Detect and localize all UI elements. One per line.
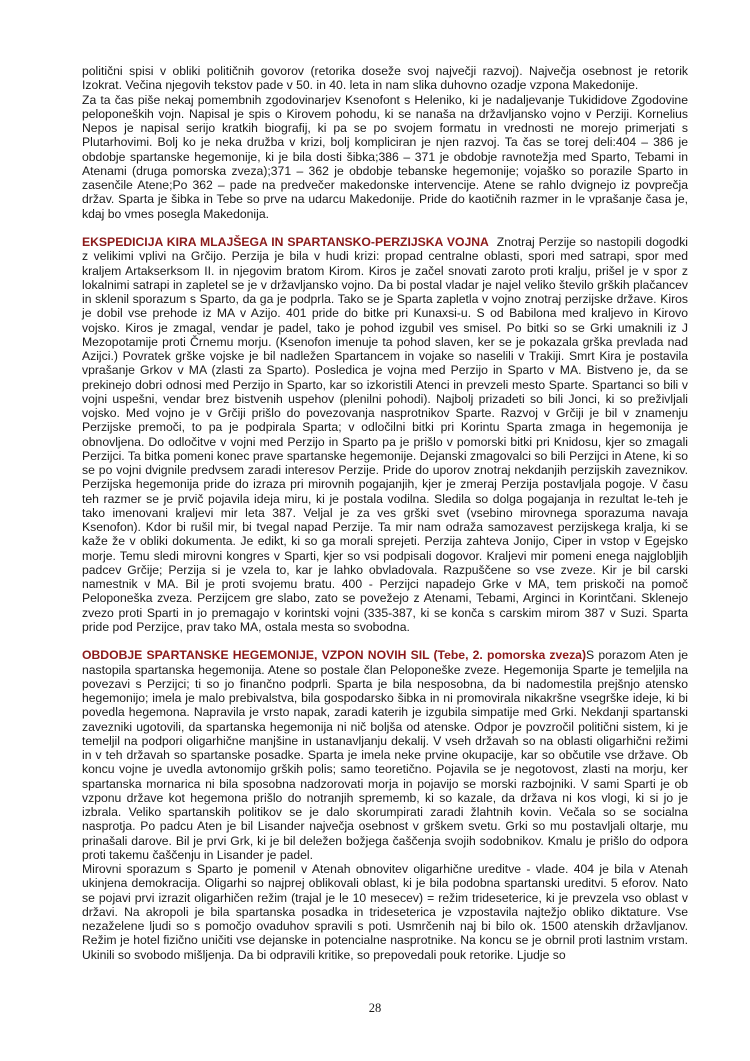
section-heading-hegemony: OBDOBJE SPARTANSKE HEGEMONIJE, VZPON NOVIH SIL (Tebe, 2. pomorska zveza) xyxy=(82,648,587,663)
page-number: 28 xyxy=(368,1001,382,1015)
section-expedition xyxy=(82,235,692,634)
spacer xyxy=(82,221,688,235)
section-body-hegemony: S porazom Aten je nastopila spartanska hegemonija. Atene so postale član Peloponeške zveze. Hegemonija Sparte je temeljila na povezavi s Perzijci; ti so jo finančno podprli. Sparta je bila nesposobna, da bi nadomestila prejšnjo atensko hegemonijo; imela je malo prebivalstva, bila gospodarsko šibka in ni promovirala nikakršne vsegrške ideje, ki bi povedla hegemona. Napravila je vrsto napak, zaradi katerih je izgubila simpatije med Grki. Nekdanji spartanski zavezniki ugotovili, da spartanska hegemonija ni nič boljša od atenske. Odpor je povzročil politični sistem, ki je temeljil na podpori oligarhične manjšine in ustanavljanju dekalij. V vseh državah so na oblasti oligarhični režimi in v teh državah so spartanske posadke. Sparta je imela neke prvine okupacije, kar so občutile vse države. Ob koncu vojne je uvedla avtonomijo grških polis; samo teoretično. Pojavila se je negotovost, zlasti na morju, ker spartanska mornarica ni bila sposobna nadzorovati morja in pojavijo se morski razbojniki. V sami Sparti je ob vzponu države kot hegemona prišlo do notranjih sprememb, ki so kazale, da država ni kos vlogi, ki si jo je izbrala. Veliko spartanskih politikov se je dalo skorumpirati zaradi žlahtnih kovin. Večala so se socialna nasprotja. Po padcu Aten je bil Lisander največja osebnost v grškem svetu. Grki so mu postavljali oltarje, mu prinašali darove. Bil je prvi Grk, ki je bil deležen božjega čaščenja svojih sodobnikov. Kmalu je prišlo do odpora proti takemu čaščenju in Lisander je padel. xyxy=(82,648,688,862)
intro-paragraph-2: Za ta čas piše nekaj pomembnih zgodovinarjev Ksenofont s Heleniko, ki je nadaljevanje Tukididove Zgodovine peloponeških vojn. Napisal je spis o Kirovem pohodu, ki se nanaša na državljansko vojno v Perziji. Kornelius Nepos je napisal serijo kratkih biografij, ki pa se po svojem formatu in vrednosti ne morejo primerjati s Plutarhovimi. Bolj ko je neka družba v krizi, bolj kompliciran je njen razvoj. Ta čas se torej deli:404 – 386 je obdobje spartanske hegemonije, ki je bila dosti šibka;386 – 371 je obdobje ravnotežja med Sparto, Tebami in Atenami (druga pomorska zveza);371 – 362 je obdobje tebanske hegemonije; vojaško so porazile Sparto in zasenčile Atene;Po 362 – pade na predvečer makedonske intervencije. Atene se rahlo dvignejo iz povprečja držav. Sparta je šibka in Tebe so prve na udarcu Makedonije. Pride do kaotičnih razmer in le vprašanje časa je, kdaj bo vmes posegla Makedonija. xyxy=(82,92,688,221)
section-body-expedition: Znotraj Perzije so nastopili dogodki z velikimi vplivi na Grčijo. Perzija je bila v hudi krizi: propad centralne oblasti, spori med satrapi, spor med kraljem Artakserksom II. in njegovim bratom Kirom. Kiros je začel snovati zaroto proti kralju, prišel je v spor z lokalnimi satrapi in zapletel se je v državljansko vojno. Da bi postal vladar je najel veliko število grških plačancev in sklenil sporazum s Sparto, da ga je podprla. Tako se je Sparta zapletla v vojno znotraj perzijske države. Kiros je dobil vse prehode iz MA v Azijo. 401 pride do bitke pri Kunaxsi-u. S od Babilona med kraljevo in Kirovo vojsko. Kiros je zmagal, vendar je padel, tako je pohod izgubil ves smisel. Po bitki so se Grki umaknili iz J Mezopotamije proti Črnemu morju. (Ksenofon imenuje ta pohod slaven, ker se je pokazala grška prevlada nad Azijci.) Povratek grške vojske je bil nadležen Spartancem in vojake so naselili v Trakiji. Smrt Kira je postavila vprašanje Grkov v MA (zlasti za Sparto). Posledica je vojna med Perzijo in Sparto v MA. Bistveno je, da se prekinejo dobri odnosi med Perzijo in Sparto, kar so izkoristili Atenci in prevzeli mesto Sparte. Spartanci so bili v vojni uspešni, vendar brez bistvenih uspehov (plenilni pohodi). Najbolj prizadeti so bili Jonci, ki so preživljali vojsko. Med vojno je v Grčiji prišlo do povezovanja nasprotnikov Sparte. Razvoj v Grčiji je bil v znamenju Perzijske premoči, to pa je podpirala Sparta; v odločilni bitki pri Korintu Sparta zmaga in hegemonija je obnovljena. Do odločitve v vojni med Perzijo in Sparto pa je prišlo v pomorski bitki pri Knidosu, kjer so zmagali Perzijci. Ta bitka pomeni konec prave spartanske hegemonije. Dejanski zmagovalci so bili Perzijci in Atene, ki so se po vojni dvignile predvsem zaradi interesov Perzije. Pride do uporov znotraj nekdanjih perzijskih zaveznikov. Perzijska hegemonija pride do izraza pri mirovnih pogajanjih, kjer je zmeraj Perzija postavljala pogoje. V času teh razmer se je prvič pojavila ideja miru, ki je postala vodilna. Sledila so dolga pogajanja in rezultat le-teh je tako imenovani kraljevi mir leta 387. Veljal je za ves grški svet (vsebino mirovnega sporazuma navaja Ksenofon). Kdor bi rušil mir, bi tvegal napad Perzije. Ta mir nam odraža samozavest perzijskega kralja, ki se kaže že v obliki dokumenta. Je edikt, ki so ga morali sprejeti. Perzija zahteva Jonijo, Ciper in vstop v Egejsko morje. Temu sledi mirovni kongres v Sparti, kjer so vsi podpisali dogovor. Kraljevi mir pomeni enega najglobljih padcev Grčije; Perzija si je vzela to, kar je lahko obvladovala. Razpuščene so vse zveze. Kir je bil carski namestnik v MA. Bil je proti svojemu bratu. 400 - Perzijci napadejo Grke v MA, tem priskoči na pomoč Peloponeška zveza. Perzijcem gre slabo, zato se povežejo z Atenami, Tebami, Arginci in Korintčani. Sklenejo zvezo proti Sparti in jo premagajo v korintski vojni (335-387, ki se konča s carskim mirom 387 v Suzi. Sparta pride pod Perzijce, prav tako MA, ostala mesta so svobodna. xyxy=(82,235,692,634)
document-page xyxy=(82,64,692,962)
intro-paragraph-1: politični spisi v obliki političnih govorov (retorika doseže svoj največji razvoj). Največja osebnost je retorik Izokrat. Večina njegovih tekstov pade v 50. in 40. leta in nam slika duhovno ozadje vzpona Makedonije. xyxy=(82,64,688,93)
section-hegemony-paragraph-2: Mirovni sporazum s Sparto je pomenil v Atenah obnovitev oligarhične ureditve - vlade. 404 je bila v Atenah ukinjena demokracija. Oligarhi so najprej oblikovali oblast, ki je bila podobna spartanski ureditvi. 5 eforov. Nato se pojavi prvi izrazit oligarhičen režim (trajal je le 10 mesecev) = režim trideseterice, ki je prevzela vso oblast v državi. Na akropoli je bila spartanska posadka in trideseterica je vzpostavila najtežjo obliko diktature. Vse nezaželene ljudi so s pomočjo ovaduhov spravili s poti. Usmrčenih naj bi bilo ok. 1500 atenskih državljanov. Režim je hotel fizično uničiti vse dejanske in potencialne nasprotnike. Na koncu se je obrnil proti lastnim vrstam. Ukinili so svobodo mišljenja. Da bi odpravili kritike, so prepovedali pouk retorike. Ljudje so xyxy=(82,862,688,962)
section-hegemony xyxy=(82,648,688,862)
section-heading-expedition: EKSPEDICIJA KIRA MLAJŠEGA IN SPARTANSKO-PERZIJSKA VOJNA xyxy=(82,235,489,249)
spacer xyxy=(82,634,688,648)
